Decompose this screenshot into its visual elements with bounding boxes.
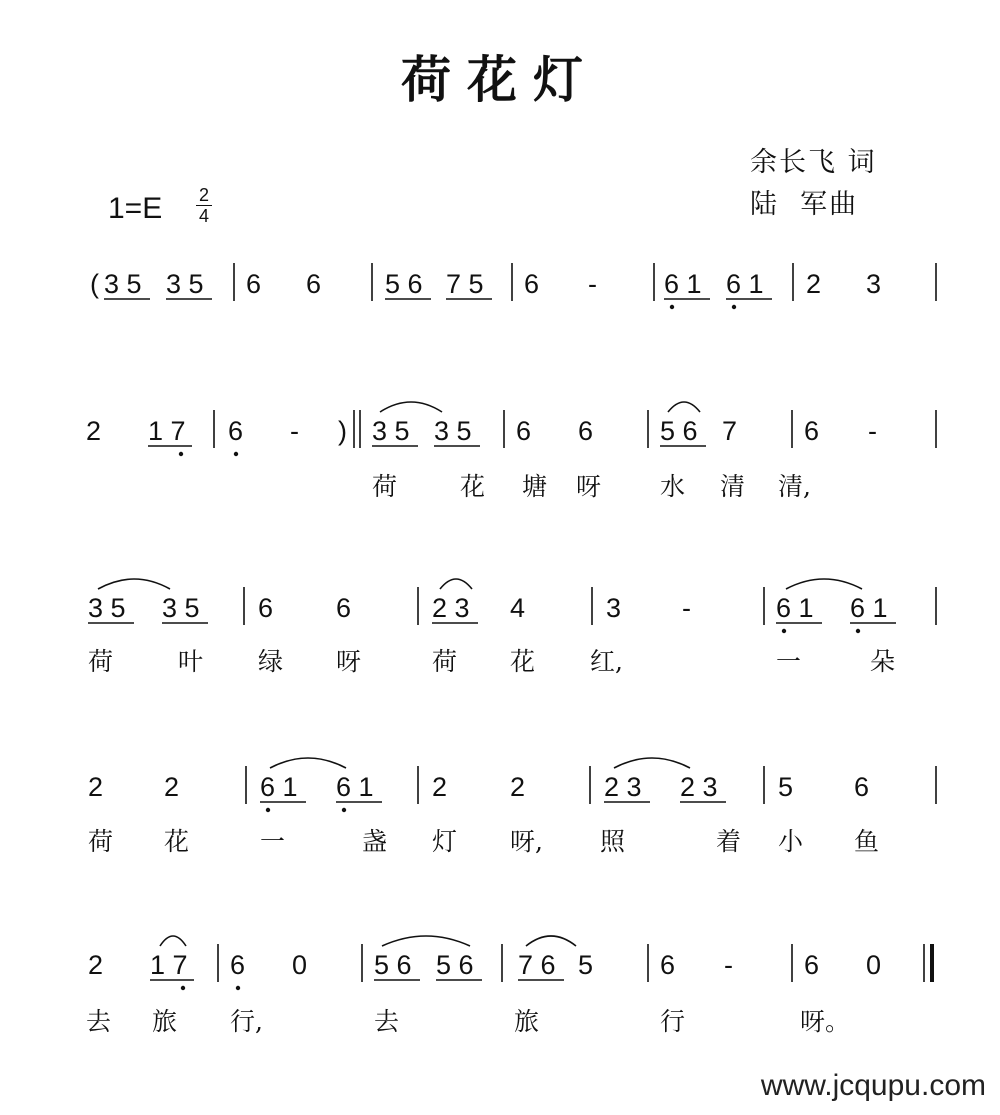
song-title: 荷花灯 [401,50,599,109]
lyric-char: 荷 [372,472,398,501]
note-group: 5 6 [660,416,698,446]
lyric-char: 呀, [510,827,543,856]
octave-dot [181,986,185,990]
note: 5 [578,950,594,980]
dash: - [682,593,691,623]
slur-arc [786,579,862,589]
lyric-char: 荷 [88,827,114,856]
lyric-char: 一 [260,827,286,856]
dash: - [868,416,877,446]
note: 6 [578,416,594,446]
slur-arc [270,758,346,768]
lyric-char: 盏 [362,827,388,856]
note: 2 [510,772,526,802]
watermark: www.jcqupu.com [760,1069,986,1102]
note: 0 [292,950,308,980]
note: 2 [86,416,102,446]
lyric-char: 朵 [870,647,896,676]
note: 5 [778,772,794,802]
slur-arc [98,579,170,589]
octave-dot [732,305,736,309]
note-group: 2 3 [432,593,470,623]
note: 6 [804,950,820,980]
octave-dot [342,808,346,812]
lyric-char: 叶 [178,647,204,676]
lyric-char: 红, [590,647,623,676]
note: 2 [88,950,104,980]
slur-arc [440,579,472,589]
lyric-char: 行 [660,1007,686,1036]
composer-credit: 陆 军曲 [750,189,859,220]
note: 6 [228,416,244,446]
octave-dot [670,305,674,309]
slur-arc [668,402,700,412]
lyric-char: 一 [776,647,802,676]
note: 2 [164,772,180,802]
lyric-char: 照 [600,827,626,856]
time-signature-top: 2 [198,185,209,205]
note-group: 7 5 [446,269,484,299]
note-group: 3 5 [162,593,200,623]
note-group: 2 3 [680,772,718,802]
note: 3 [606,593,622,623]
note-group: 6 1 [776,593,814,623]
note-group: 6 1 [664,269,702,299]
dash: - [290,416,299,446]
lyric-char: 塘 [522,472,548,501]
note: 2 [806,269,822,299]
note: 6 [230,950,246,980]
note-group: 3 5 [166,269,204,299]
paren-open: ( [90,269,99,299]
note-group: 6 1 [850,593,888,623]
lyric-char: 呀 [576,472,602,501]
slur-arc [382,936,470,946]
lyric-char: 荷 [88,647,114,676]
lyric-char: 去 [86,1007,112,1036]
note: 6 [306,269,322,299]
dash: - [724,950,733,980]
lyric-char: 呀。 [800,1007,851,1036]
note: 2 [88,772,104,802]
note-group: 1 7 [150,950,188,980]
note: 6 [804,416,820,446]
lyric-char: 去 [374,1007,400,1036]
note: 6 [516,416,532,446]
note-group: 3 5 [104,269,142,299]
note-group: 3 5 [372,416,410,446]
lyric-char: 荷 [432,647,458,676]
lyricist-credit: 余长飞 词 [750,147,877,178]
note: 3 [866,269,882,299]
lyric-char: 水 [660,472,686,501]
octave-dot [179,452,183,456]
note-group: 7 6 [518,950,556,980]
note: 4 [510,593,526,623]
note-group: 6 1 [260,772,298,802]
note-group: 6 1 [336,772,374,802]
lyric-char: 清 [720,472,746,501]
note-group: 5 6 [436,950,474,980]
slur-arc [160,936,186,946]
slur-arc [526,936,576,946]
slur-arc [380,402,442,412]
note-group: 6 1 [726,269,764,299]
note-group: 3 5 [434,416,472,446]
lyric-char: 清, [778,472,811,501]
lyric-char: 鱼 [854,827,880,856]
octave-dot [266,808,270,812]
lyric-char: 小 [778,827,804,856]
lyric-char: 花 [510,647,536,676]
note-group: 2 3 [604,772,642,802]
lyric-char: 呀 [336,647,362,676]
note-group: 3 5 [88,593,126,623]
octave-dot [782,629,786,633]
note: 7 [722,416,738,446]
note-group: 1 7 [148,416,186,446]
note: 2 [432,772,448,802]
note-group: 5 6 [374,950,412,980]
lyric-char: 花 [164,827,190,856]
paren-close: ) [338,416,347,446]
note: 6 [258,593,274,623]
lyric-char: 旅 [514,1007,540,1036]
note: 6 [336,593,352,623]
note: 6 [854,772,870,802]
dash: - [588,269,597,299]
octave-dot [236,986,240,990]
note-group: 5 6 [385,269,423,299]
note: 0 [866,950,882,980]
lyric-char: 绿 [258,647,284,676]
lyric-char: 花 [460,472,486,501]
slur-arc [614,758,690,768]
lyric-char: 着 [716,827,742,856]
octave-dot [234,452,238,456]
note: 6 [246,269,262,299]
lyric-char: 行, [230,1007,263,1036]
lyric-char: 旅 [152,1007,178,1036]
time-signature-bottom: 4 [198,206,209,226]
lyric-char: 灯 [432,827,458,856]
octave-dot [856,629,860,633]
note: 6 [524,269,540,299]
note: 6 [660,950,676,980]
key-signature: 1=E [108,192,163,225]
